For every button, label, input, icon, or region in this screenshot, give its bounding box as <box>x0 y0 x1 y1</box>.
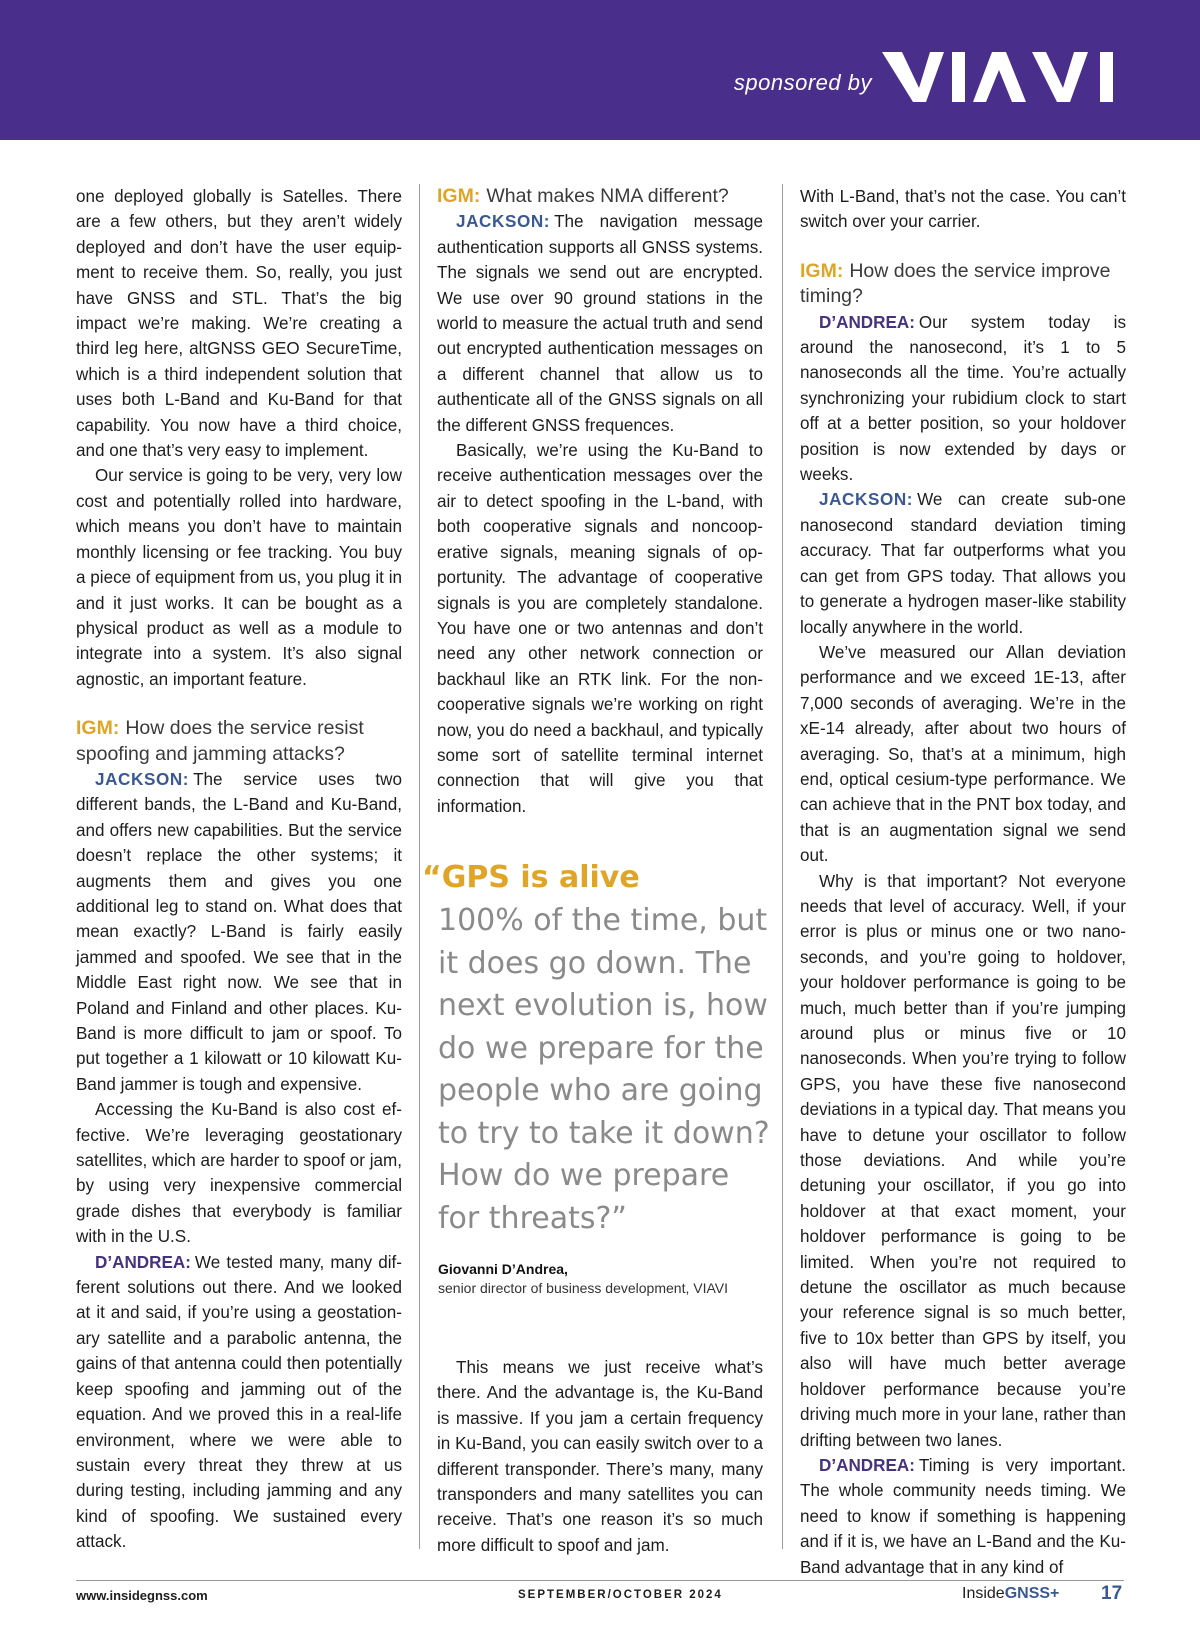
pull-quote-body: 100% of the time, but it does go down. The next evolution is, how do we prepare for the people who are going to try to take it down? How do we prepare for threats?” <box>438 903 770 1236</box>
igm-label: IGM: <box>800 259 844 282</box>
interview-question <box>76 716 402 767</box>
article-column-3 <box>800 184 1126 1580</box>
sponsor-banner <box>0 0 1200 140</box>
viavi-logo <box>882 52 1118 102</box>
article-column-2-continued <box>437 1355 763 1558</box>
answer-paragraph <box>800 487 1126 639</box>
answer-paragraph <box>437 209 763 438</box>
attribution-title: senior director of business development, VIAVI <box>438 1280 729 1296</box>
answer-paragraph <box>76 767 402 1097</box>
paragraph: Our service is going to be very, very low cost and potentially rolled into hardware, which means you don’t have to maintain monthly licensing or fee tracking. You buy a piece of equipment from us, you plug it in and it just works. It can be bought as a physical product as well as a module to integrate into a system. It’s also signal agnostic, an important feature. <box>76 466 402 689</box>
answer-text: Timing is very important. The whole community needs timing. We need to know if something is happening and if it is, we have an L-Band and the Ku-Band advantage that in any kind of <box>800 1455 1126 1577</box>
attribution-name: Giovanni D’Andrea, <box>438 1261 568 1277</box>
paragraph: With L-Band, that’s not the case. You can’t switch over your carrier. <box>800 187 1126 232</box>
footer-brand <box>962 1585 1059 1603</box>
answer-text: The service uses two different bands, the L-Band and Ku-Band, and offers new capabilities. But the service doesn’t replace the other systems; it augments them and gives you one additional leg to stand on. What does that mean exactly? L-Band is fairly easily jammed and spoofed. We see that in the Middle East right now. We see that in Poland and Finland and other places. Ku-Band is more difficult to jam or spoof. To put together a 1 kilowatt or 10 kilowatt Ku-Band jammer is tough and expensive. <box>76 769 402 1094</box>
answer-paragraph <box>800 1453 1126 1580</box>
paragraph: Basically, we’re using the Ku-Band to receive authentication messages over the air to detect spoofing in the L-band, with both cooperative signals and noncooperative signals, meaning signals of opportunity. The advantage of cooperative signals is you are completely standalone. You have one or two antennas and don’t need any other network connection or backhaul like an RTK link. For the noncooperative signals we’re working on right now, you do need a backhaul, and typically some sort of satellite terminal internet connection that will give you that information. <box>437 441 763 816</box>
brand-gnss: GNSS+ <box>1004 1585 1060 1602</box>
speaker-label: D’ANDREA: <box>95 1252 191 1272</box>
igm-label: IGM: <box>76 717 120 740</box>
answer-text: We tested many, many different solutions out there. And we looked at it and said, if you’re using a geostationary satellite and a parabolic antenna, the gains of that antenna could then potentially keep spoofing and jamming out of the equation. And we proved this in a real-life environment, where we were able to sustain every threat they threw at us during testing, including jamming and any kind of spoofing. We sustained every attack. <box>76 1252 402 1552</box>
answer-text: Our system today is around the nanosecond, it’s 1 to 5 nanoseconds all the time. You’re actually synchronizing your rubidium clock to start off at a better position, so your holdover position is now extended by days or weeks. <box>800 312 1126 485</box>
speaker-label: JACKSON: <box>95 769 190 789</box>
igm-label: IGM: <box>437 185 481 207</box>
pull-quote-lead: “GPS is alive <box>422 860 640 895</box>
footer-url: www.insidegnss.com <box>76 1588 208 1603</box>
brand-inside: Inside <box>962 1585 1005 1602</box>
question-text: What makes NMA different? <box>486 185 729 207</box>
column-divider-2 <box>782 184 783 1549</box>
paragraph: Accessing the Ku-Band is also cost effective. We’re leveraging geostationary satellites, which are harder to spoof or jam, by using very inexpensive commercial grade dishes that everybody is familiar with in the U.S. <box>76 1100 402 1247</box>
speaker-label: JACKSON: <box>456 212 551 232</box>
answer-text: We can create sub-one nanosecond standard deviation timing accuracy. That far outperforms what you can get from GPS today. That allows you to generate a hydrogen maser-like stability locally anywhere in the world. <box>800 490 1126 637</box>
interview-question <box>437 184 763 209</box>
footer-rule <box>76 1580 1124 1581</box>
speaker-label: D’ANDREA: <box>819 1455 915 1475</box>
article-column-1 <box>76 184 402 1555</box>
footer-issue-date: SEPTEMBER/OCTOBER 2024 <box>518 1589 723 1601</box>
page-number: 17 <box>1101 1583 1123 1604</box>
question-text: How does the service improve timing? <box>800 259 1111 308</box>
article-column-2 <box>437 184 763 819</box>
interview-question <box>800 259 1126 310</box>
answer-paragraph <box>76 1250 402 1555</box>
paragraph: Why is that important? Not everyone needs that level of accuracy. Well, if your error is plus or minus one or two nanoseconds, and you’re going to holdover, your holdover performance is going to be much, much better than if you’re jumping around plus or minus five or 10 nanoseconds. When you’re trying to follow GPS, you have these five nanosecond deviations in a typical day. That means you have to detune your oscillator to follow those deviations. And while you’re detuning your oscillator, if you go into holdover at that exact moment, your holdover performance is going to be limited. When you’re not required to detune the oscillator as much because your reference signal is so much better, five to 10x better than GPS by itself, you also will have much better average holdover performance because you’re driving much more in your lane, rather than drifting between two lanes. <box>800 871 1126 1450</box>
paragraph: one deployed globally is Satelles. There are a few others, but they aren’t widely deployed and don’t have the user equipment to receive them. So, really, you just have GNSS and STL. That’s the big impact we’re making. We’re creating a third leg here, altGNSS GEO SecureTime, which is a third independent solution that uses both L-Band and Ku-Band for that capability. You now have a third choice, and one that’s very easy to implement. <box>76 187 402 461</box>
paragraph: This means we just receive what’s there. And the advantage is, the Ku-Band is massive. If you jam a certain frequency in Ku-Band, you can easily switch over to a different transponder. There’s many, many transponders and many satellites you can receive. That’s one reason it’s so much more difficult to spoof and jam. <box>437 1358 763 1555</box>
answer-paragraph <box>800 310 1126 488</box>
sponsored-by-label: sponsored by <box>733 70 872 95</box>
pull-quote <box>422 860 774 1298</box>
paragraph: We’ve measured our Allan deviation performance and we exceed 1E-13, after 7,000 seconds of averaging. We’re in the xE-14 already, after about two hours of averaging. So, that’s at a minimum, high end, optical cesium-type performance. We can achieve that in the PNT box today, and that is an augmentation signal we send out. <box>800 642 1126 866</box>
question-text: How does the service resist spoofing and jamming attacks? <box>76 717 364 765</box>
speaker-label: D’ANDREA: <box>819 312 915 332</box>
answer-text: The navigation message authentication supports all GNSS systems. The signals we send out are encrypted. We use over 90 ground stations in the world to measure the actual truth and send out encrypted authentication messages on a different channel that allow us to authenticate all of the GNSS signals on all the different GNSS frequences. <box>437 212 763 435</box>
column-divider-1 <box>419 184 420 1549</box>
speaker-label: JACKSON: <box>819 490 914 510</box>
pull-quote-attribution <box>422 1260 774 1298</box>
